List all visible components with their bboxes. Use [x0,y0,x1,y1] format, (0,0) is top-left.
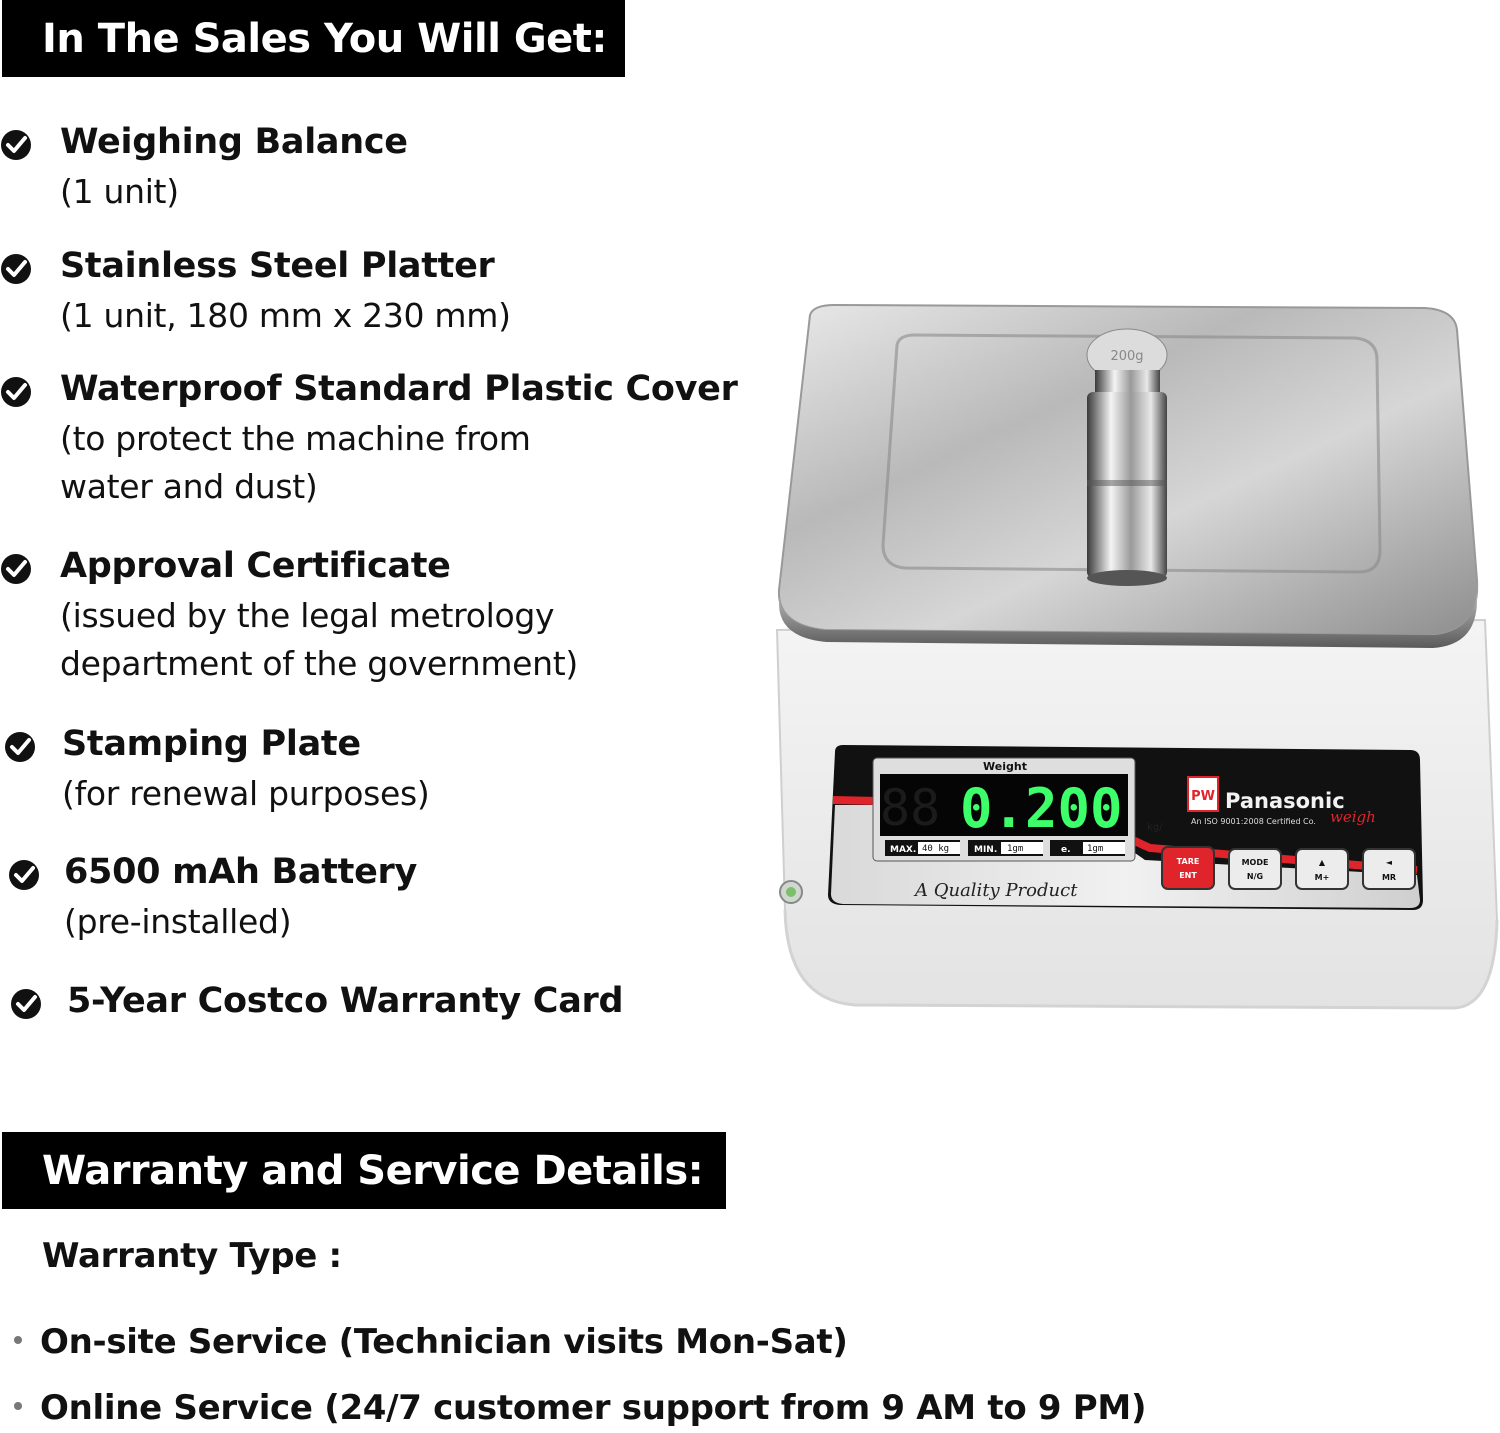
item-title: 5-Year Costco Warranty Card [67,981,624,1021]
check-circle-icon [10,987,44,1021]
check-circle-icon [0,552,34,586]
sales-heading: In The Sales You Will Get: [42,15,607,62]
svg-text:ENT: ENT [1179,871,1197,880]
check-circle-icon [8,858,42,892]
svg-text:MR: MR [1381,873,1397,882]
spec-max-label: MAX. [890,845,917,855]
mode-button [1229,849,1281,889]
item-detail: (1 unit) [60,172,179,211]
weighing-scale-image [765,300,1500,1015]
item-title: Approval Certificate [60,546,451,586]
check-circle-icon [4,730,38,764]
quality-text: A Quality Product [915,880,1078,901]
svg-text:MODE: MODE [1241,858,1269,867]
check-circle-icon [0,375,34,409]
weight-label: Weight [983,760,1027,773]
item-title: 6500 mAh Battery [64,852,418,892]
item-detail: (pre-installed) [64,902,292,941]
brand-tagline: An ISO 9001:2008 Certified Co. [1191,817,1316,826]
memory-plus-button [1296,849,1348,889]
service-list-item [14,1388,1146,1428]
svg-text:88: 88 [880,779,941,837]
warranty-heading: Warranty and Service Details: [42,1147,704,1194]
item-detail: (issued by the legal metrology department of the government) [60,596,579,683]
brand-logo: PW [1191,789,1215,804]
svg-text:N/G: N/G [1246,872,1264,881]
svg-text:M+: M+ [1314,873,1330,882]
service-text: On-site Service (Technician visits Mon-Sat) [40,1322,848,1362]
item-title: Stainless Steel Platter [60,246,495,286]
unit-label: kg/ [1147,822,1163,833]
item-title: Stamping Plate [62,724,361,764]
check-circle-icon [0,252,34,286]
service-list-item [14,1322,848,1362]
brand-script: weigh [1330,808,1376,826]
svg-text:TARE: TARE [1176,857,1200,866]
item-detail: (1 unit, 180 mm x 230 mm) [60,296,511,335]
bullet-icon [14,1336,22,1344]
bullet-icon [14,1402,22,1410]
item-detail: (for renewal purposes) [62,774,430,813]
warranty-heading-banner [2,1132,726,1209]
spec-e-label: e. [1061,845,1071,855]
item-detail: (to protect the machine from water and dust) [60,419,531,506]
warranty-type-label: Warranty Type : [42,1236,342,1276]
item-title: Waterproof Standard Plastic Cover [60,369,738,409]
check-circle-icon [0,128,34,162]
memory-recall-button [1363,849,1415,889]
sales-heading-banner [2,0,625,77]
spec-max-value: 40 kg [922,844,950,854]
tare-button [1162,847,1214,889]
svg-text:▲: ▲ [1318,858,1326,867]
item-title: Weighing Balance [60,122,408,162]
spec-e-value: 1gm [1087,844,1104,854]
svg-text:◄: ◄ [1385,858,1393,867]
brand-name: Panasonic [1225,789,1345,813]
weight-marking: 200g [1110,349,1144,364]
service-text: Online Service (24/7 customer support from 9 AM to 9 PM) [40,1388,1147,1428]
spec-min-label: MIN. [974,845,998,855]
spec-min-value: 1gm [1007,844,1024,854]
display-reading: 0.200 [960,777,1123,840]
